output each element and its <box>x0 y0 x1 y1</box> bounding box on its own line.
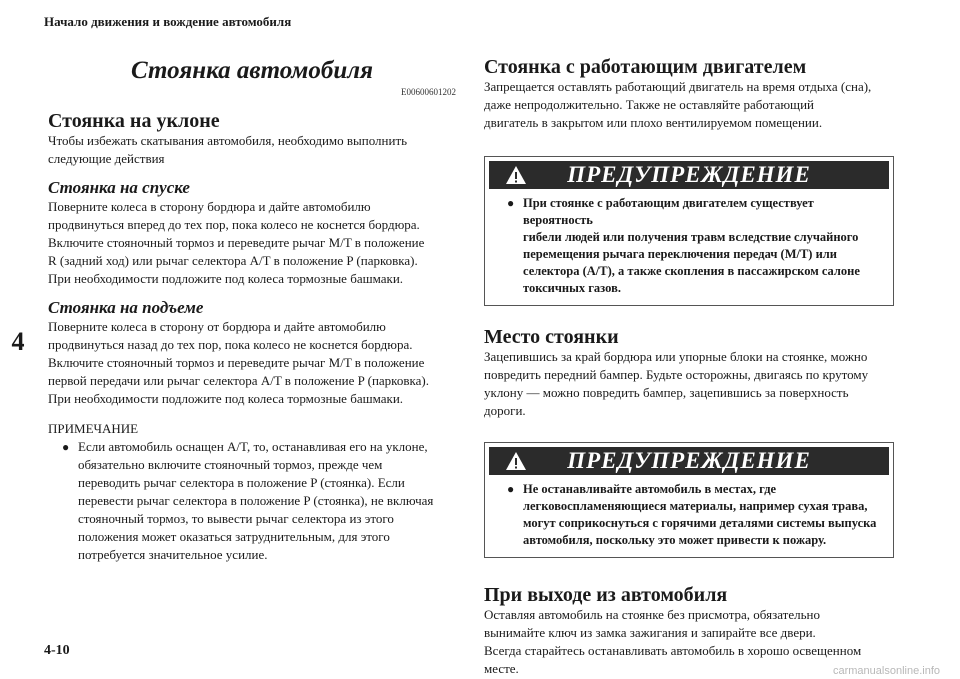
text-line: Поверните колеса в сторону от бордюра и дайте автомобилю <box>48 319 386 334</box>
text-line: первой передачи или рычаг селектора A/T в положение P (парковка). <box>48 373 429 388</box>
text-line: автомобиля, поскольку это может привести к пожару. <box>523 533 827 547</box>
warning-title: ПРЕДУПРЕЖДЕНИЕ <box>567 448 811 473</box>
downhill-text <box>48 198 456 288</box>
parking-place-text <box>484 348 894 420</box>
note-bullet <box>48 438 456 564</box>
text-line: Если автомобиль оснащен A/T, то, останавливая его на уклоне, <box>78 439 428 454</box>
right-column <box>484 56 894 678</box>
watermark-url: carmanualsonline.info <box>832 665 940 677</box>
warning-header <box>489 447 889 475</box>
warning-bullet <box>485 481 893 549</box>
downhill-heading: Стоянка на спуске <box>48 178 190 197</box>
text-line: месте. <box>484 661 519 676</box>
text-line: селектора (A/T), а также скопления в пассажирском салоне <box>523 264 860 278</box>
note-label: ПРИМЕЧАНИЕ <box>48 421 139 436</box>
text-line: могут соприкоснуться с горячими деталями системы выпуска <box>523 516 877 530</box>
page-number: 4-10 <box>44 643 70 658</box>
text-line: Включите стояночный тормоз и переведите рычаг M/T в положение <box>48 235 425 250</box>
text-line: Поверните колеса в сторону бордюра и дайте автомобилю <box>48 199 371 214</box>
text-line: даже непродолжительно. Также не оставляйте работающий <box>484 97 814 112</box>
text-line: Оставляя автомобиль на стоянке без присмотра, обязательно <box>484 607 820 622</box>
text-line: При необходимости подложите под колеса тормозные башмаки. <box>48 271 404 286</box>
warning-triangle-icon <box>505 165 527 185</box>
document-code: E00600601202 <box>401 87 456 97</box>
text-line: следующие действия <box>48 151 165 166</box>
slope-heading: Стоянка на уклоне <box>48 110 220 132</box>
text-line: уклону — можно повредить бампер, зацепившись за поверхность <box>484 385 849 400</box>
text-line: обязательно включите стояночный тормоз, прежде чем <box>78 457 383 472</box>
warning-title: ПРЕДУПРЕЖДЕНИЕ <box>567 162 811 187</box>
warning-triangle-icon <box>505 451 527 471</box>
warning-box-2 <box>484 442 894 558</box>
text-line: перевести рычаг селектора в положение P (стоянка), не включая <box>78 493 434 508</box>
text-line: R (задний ход) или рычаг селектора A/T в положение P (парковка). <box>48 253 418 268</box>
warning-header <box>489 161 889 189</box>
bullet-dot-icon: ● <box>507 196 515 210</box>
text-line: дороги. <box>484 403 526 418</box>
text-line: продвинуться назад до тех пор, пока колесо не коснется бордюра. <box>48 337 413 352</box>
text-line: Зацепившись за край бордюра или упорные блоки на стоянке, можно <box>484 349 868 364</box>
page-title: Стоянка автомобиля <box>131 57 373 84</box>
text-line: положения может оказаться затруднительным, для этого <box>78 529 390 544</box>
chapter-tab: 4 <box>11 327 25 356</box>
text-line: двигатель в закрытом или плохо вентилируемом помещении. <box>484 115 823 130</box>
text-line: Чтобы избежать скатывания автомобиля, необходимо выполнить <box>48 133 408 148</box>
text-line: Запрещается оставлять работающий двигатель на время отдыха (сна), <box>484 79 872 94</box>
warning-box-1 <box>484 156 894 306</box>
text-line: перемещения рычага переключения передач (M/T) или <box>523 247 838 261</box>
parking-place-heading: Место стоянки <box>484 326 619 348</box>
text-line: Всегда старайтесь останавливать автомобиль в хорошо освещенном <box>484 643 862 658</box>
left-column <box>48 56 456 564</box>
text-line: При необходимости подложите под колеса тормозные башмаки. <box>48 391 404 406</box>
text-line: переводить рычаг селектора в положение P (стоянка). Если <box>78 475 405 490</box>
leaving-vehicle-heading: При выходе из автомобиля <box>484 584 728 606</box>
engine-running-text <box>484 78 894 132</box>
bullet-dot-icon: ● <box>62 440 70 454</box>
text-line: потребуется значительное усилие. <box>78 547 268 562</box>
text-line: При стоянке с работающим двигателем существует вероятность <box>523 196 814 227</box>
text-line: токсичных газов. <box>523 281 621 295</box>
bullet-dot-icon: ● <box>507 482 515 496</box>
text-line: легковоспламеняющиеся материалы, например сухая трава, <box>523 499 868 513</box>
uphill-heading: Стоянка на подъеме <box>48 298 204 317</box>
text-line: повредить передний бампер. Будьте осторожны, двигаясь по крутому <box>484 367 869 382</box>
text-line: гибели людей или получения травм вследствие случайного <box>523 230 859 244</box>
running-header: Начало движения и вождение автомобиля <box>44 14 292 29</box>
text-line: продвинуться вперед до тех пор, пока колесо не коснется бордюра. <box>48 217 420 232</box>
text-line: Не останавливайте автомобиль в местах, где <box>523 482 777 496</box>
slope-intro <box>48 132 456 168</box>
text-line: вынимайте ключ из замка зажигания и запирайте все двери. <box>484 625 816 640</box>
engine-running-heading: Стоянка с работающим двигателем <box>484 56 807 78</box>
uphill-text <box>48 318 456 408</box>
warning-bullet <box>485 195 893 297</box>
text-line: Включите стояночный тормоз и переведите рычаг M/T в положение <box>48 355 425 370</box>
text-line: стояночный тормоз, то вывести рычаг селектора из этого <box>78 511 394 526</box>
